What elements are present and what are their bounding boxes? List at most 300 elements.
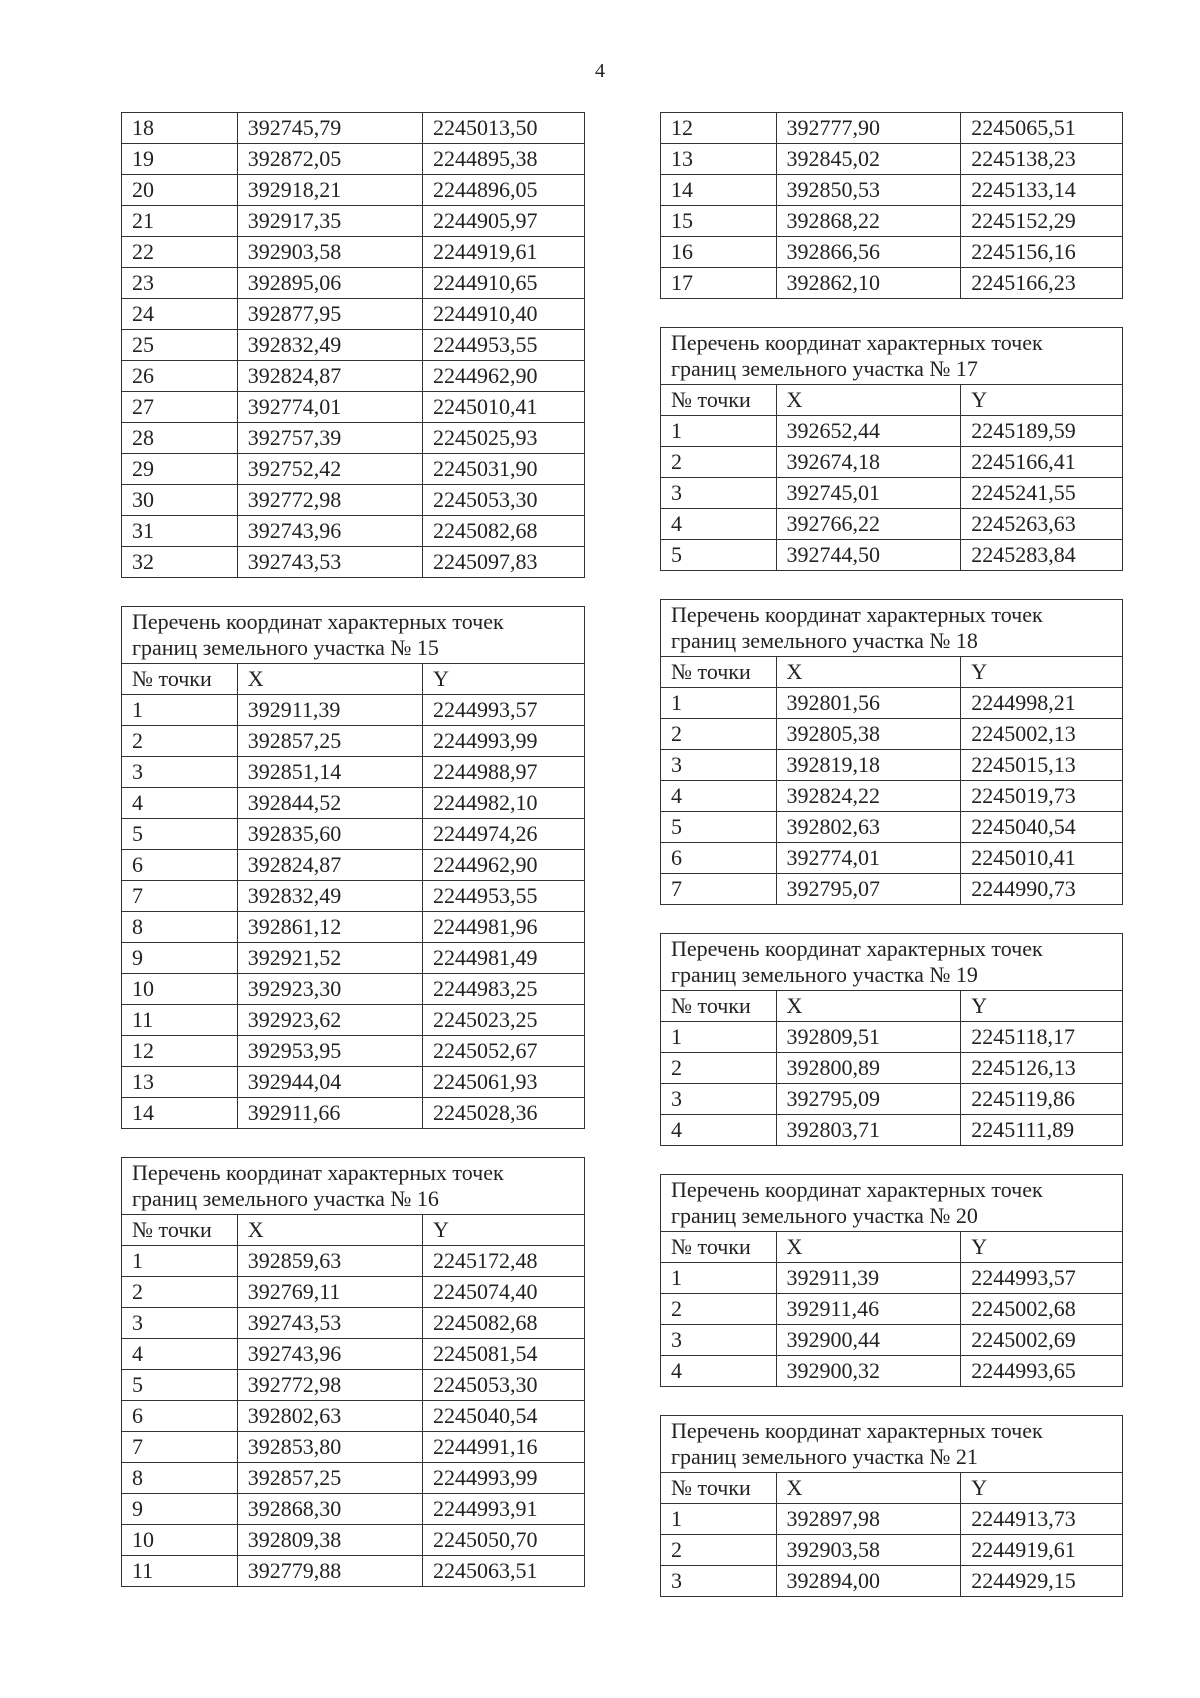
point-number-cell: 2 xyxy=(661,447,777,478)
y-coordinate-cell: 2245111,89 xyxy=(961,1115,1123,1146)
x-coordinate-cell: 392766,22 xyxy=(776,509,961,540)
point-number-cell: 4 xyxy=(661,509,777,540)
x-coordinate-cell: 392779,88 xyxy=(237,1556,422,1587)
y-coordinate-cell: 2244982,10 xyxy=(422,788,584,819)
table-row xyxy=(122,1463,585,1494)
table-row xyxy=(661,750,1123,781)
point-number-cell: 14 xyxy=(661,175,777,206)
x-coordinate-cell: 392824,22 xyxy=(776,781,961,812)
y-coordinate-cell: 2245152,29 xyxy=(961,206,1123,237)
x-header: X xyxy=(776,385,961,416)
point-number-cell: 7 xyxy=(122,881,238,912)
y-coordinate-cell: 2245063,51 xyxy=(422,1556,584,1587)
y-coordinate-cell: 2245097,83 xyxy=(422,547,584,578)
x-coordinate-cell: 392802,63 xyxy=(237,1401,422,1432)
point-number-cell: 2 xyxy=(661,1535,777,1566)
table-caption-row xyxy=(661,934,1123,991)
x-coordinate-cell: 392743,96 xyxy=(237,516,422,547)
table-row xyxy=(661,719,1123,750)
x-coordinate-cell: 392851,14 xyxy=(237,757,422,788)
x-coordinate-cell: 392743,53 xyxy=(237,547,422,578)
x-coordinate-cell: 392894,00 xyxy=(776,1566,961,1597)
y-coordinate-cell: 2244919,61 xyxy=(961,1535,1123,1566)
point-number-cell: 3 xyxy=(661,750,777,781)
point-number-cell: 2 xyxy=(122,1277,238,1308)
table-row xyxy=(122,454,585,485)
x-coordinate-cell: 392921,52 xyxy=(237,943,422,974)
coordinates-table-block xyxy=(121,1157,585,1587)
y-coordinate-cell: 2245081,54 xyxy=(422,1339,584,1370)
coordinates-table xyxy=(121,1157,585,1587)
y-coordinate-cell: 2245002,13 xyxy=(961,719,1123,750)
point-number-cell: 5 xyxy=(661,812,777,843)
y-header: Y xyxy=(961,385,1123,416)
x-coordinate-cell: 392944,04 xyxy=(237,1067,422,1098)
x-coordinate-cell: 392743,96 xyxy=(237,1339,422,1370)
y-coordinate-cell: 2244993,57 xyxy=(422,695,584,726)
table-caption: Перечень координат характерных точек границ земельного участка № 21 xyxy=(661,1416,1123,1473)
table-caption: Перечень координат характерных точек границ земельного участка № 20 xyxy=(661,1175,1123,1232)
point-number-cell: 5 xyxy=(122,1370,238,1401)
table-row xyxy=(122,1525,585,1556)
point-number-cell: 10 xyxy=(122,974,238,1005)
x-coordinate-cell: 392832,49 xyxy=(237,881,422,912)
y-coordinate-cell: 2244919,61 xyxy=(422,237,584,268)
y-coordinate-cell: 2244962,90 xyxy=(422,850,584,881)
table-row xyxy=(122,392,585,423)
table-row xyxy=(122,516,585,547)
table-row xyxy=(661,1115,1123,1146)
x-coordinate-cell: 392795,07 xyxy=(776,874,961,905)
coordinates-table-block xyxy=(660,933,1123,1146)
table-row xyxy=(122,1277,585,1308)
x-coordinate-cell: 392745,01 xyxy=(776,478,961,509)
table-row xyxy=(661,447,1123,478)
x-coordinate-cell: 392911,66 xyxy=(237,1098,422,1129)
coordinates-table xyxy=(660,327,1123,571)
y-coordinate-cell: 2244953,55 xyxy=(422,330,584,361)
point-number-cell: 31 xyxy=(122,516,238,547)
table-header-row xyxy=(661,1232,1123,1263)
table-caption-row xyxy=(661,328,1123,385)
point-number-cell: 1 xyxy=(122,1246,238,1277)
x-header: X xyxy=(237,664,422,695)
table-header-row xyxy=(661,991,1123,1022)
point-number-cell: 9 xyxy=(122,943,238,974)
point-number-cell: 9 xyxy=(122,1494,238,1525)
x-header: X xyxy=(237,1215,422,1246)
table-caption-row xyxy=(661,1416,1123,1473)
point-number-cell: 26 xyxy=(122,361,238,392)
table-row xyxy=(122,423,585,454)
table-header-row xyxy=(122,664,585,695)
point-number-cell: 4 xyxy=(122,788,238,819)
table-row xyxy=(661,1294,1123,1325)
y-coordinate-cell: 2244983,25 xyxy=(422,974,584,1005)
point-number-cell: 32 xyxy=(122,547,238,578)
table-row xyxy=(122,268,585,299)
table-caption: Перечень координат характерных точек границ земельного участка № 15 xyxy=(122,607,585,664)
table-row xyxy=(661,1325,1123,1356)
y-coordinate-cell: 2244905,97 xyxy=(422,206,584,237)
table-row xyxy=(122,1556,585,1587)
x-coordinate-cell: 392877,95 xyxy=(237,299,422,330)
point-number-cell: 7 xyxy=(122,1432,238,1463)
point-number-cell: 12 xyxy=(661,113,777,144)
point-number-cell: 25 xyxy=(122,330,238,361)
x-coordinate-cell: 392917,35 xyxy=(237,206,422,237)
point-number-header: № точки xyxy=(661,385,777,416)
x-coordinate-cell: 392900,44 xyxy=(776,1325,961,1356)
y-coordinate-cell: 2245241,55 xyxy=(961,478,1123,509)
table-row xyxy=(122,788,585,819)
point-number-cell: 1 xyxy=(661,416,777,447)
table-row xyxy=(122,757,585,788)
table-row xyxy=(661,478,1123,509)
table-row xyxy=(122,175,585,206)
y-coordinate-cell: 2244998,21 xyxy=(961,688,1123,719)
point-number-cell: 6 xyxy=(661,843,777,874)
coordinates-table xyxy=(121,606,585,1129)
table-row xyxy=(122,912,585,943)
y-header: Y xyxy=(422,664,584,695)
y-coordinate-cell: 2244895,38 xyxy=(422,144,584,175)
coordinates-table-continuation xyxy=(121,112,585,578)
point-number-cell: 3 xyxy=(661,478,777,509)
x-coordinate-cell: 392918,21 xyxy=(237,175,422,206)
x-header: X xyxy=(776,1232,961,1263)
x-coordinate-cell: 392774,01 xyxy=(237,392,422,423)
y-coordinate-cell: 2244981,49 xyxy=(422,943,584,974)
y-coordinate-cell: 2245010,41 xyxy=(961,843,1123,874)
point-number-cell: 3 xyxy=(122,1308,238,1339)
x-coordinate-cell: 392911,39 xyxy=(776,1263,961,1294)
table-row xyxy=(661,1084,1123,1115)
y-coordinate-cell: 2244910,65 xyxy=(422,268,584,299)
y-coordinate-cell: 2244993,91 xyxy=(422,1494,584,1525)
point-number-cell: 28 xyxy=(122,423,238,454)
y-coordinate-cell: 2245023,25 xyxy=(422,1005,584,1036)
point-number-cell: 21 xyxy=(122,206,238,237)
point-number-cell: 11 xyxy=(122,1556,238,1587)
table-row xyxy=(661,781,1123,812)
x-coordinate-cell: 392772,98 xyxy=(237,485,422,516)
table-row xyxy=(122,1308,585,1339)
y-coordinate-cell: 2244953,55 xyxy=(422,881,584,912)
y-coordinate-cell: 2244962,90 xyxy=(422,361,584,392)
x-coordinate-cell: 392757,39 xyxy=(237,423,422,454)
table-caption-row xyxy=(122,1158,585,1215)
x-coordinate-cell: 392744,50 xyxy=(776,540,961,571)
point-number-cell: 27 xyxy=(122,392,238,423)
y-coordinate-cell: 2245263,63 xyxy=(961,509,1123,540)
x-coordinate-cell: 392772,98 xyxy=(237,1370,422,1401)
table-row xyxy=(122,1494,585,1525)
y-coordinate-cell: 2245002,69 xyxy=(961,1325,1123,1356)
table-caption-row xyxy=(122,607,585,664)
y-coordinate-cell: 2244974,26 xyxy=(422,819,584,850)
y-coordinate-cell: 2245052,67 xyxy=(422,1036,584,1067)
continuation-table-block xyxy=(660,112,1123,299)
table-row xyxy=(661,1535,1123,1566)
table-row xyxy=(122,943,585,974)
table-row xyxy=(122,144,585,175)
coordinates-table-block xyxy=(660,327,1123,571)
table-row xyxy=(661,1263,1123,1294)
y-coordinate-cell: 2245040,54 xyxy=(422,1401,584,1432)
x-coordinate-cell: 392819,18 xyxy=(776,750,961,781)
x-coordinate-cell: 392745,79 xyxy=(237,113,422,144)
table-header-row xyxy=(661,385,1123,416)
table-header-row xyxy=(661,1473,1123,1504)
x-coordinate-cell: 392859,63 xyxy=(237,1246,422,1277)
x-coordinate-cell: 392897,98 xyxy=(776,1504,961,1535)
table-row xyxy=(122,881,585,912)
x-coordinate-cell: 392862,10 xyxy=(776,268,961,299)
y-coordinate-cell: 2245172,48 xyxy=(422,1246,584,1277)
x-coordinate-cell: 392844,52 xyxy=(237,788,422,819)
table-caption-row xyxy=(661,1175,1123,1232)
table-row xyxy=(122,1067,585,1098)
coordinates-table xyxy=(660,599,1123,905)
x-coordinate-cell: 392809,38 xyxy=(237,1525,422,1556)
point-number-header: № точки xyxy=(122,664,238,695)
y-coordinate-cell: 2245025,93 xyxy=(422,423,584,454)
y-header: Y xyxy=(422,1215,584,1246)
table-row xyxy=(661,540,1123,571)
table-row xyxy=(661,206,1123,237)
coordinates-table-block xyxy=(660,1415,1123,1597)
table-row xyxy=(122,974,585,1005)
table-row xyxy=(122,206,585,237)
x-coordinate-cell: 392800,89 xyxy=(776,1053,961,1084)
y-coordinate-cell: 2244929,15 xyxy=(961,1566,1123,1597)
y-coordinate-cell: 2245028,36 xyxy=(422,1098,584,1129)
point-number-cell: 1 xyxy=(122,695,238,726)
x-coordinate-cell: 392801,56 xyxy=(776,688,961,719)
point-number-cell: 13 xyxy=(122,1067,238,1098)
point-number-cell: 23 xyxy=(122,268,238,299)
coordinates-table-block xyxy=(121,606,585,1129)
y-coordinate-cell: 2245283,84 xyxy=(961,540,1123,571)
y-coordinate-cell: 2244993,57 xyxy=(961,1263,1123,1294)
x-coordinate-cell: 392674,18 xyxy=(776,447,961,478)
table-row xyxy=(661,812,1123,843)
table-row xyxy=(661,237,1123,268)
point-number-cell: 18 xyxy=(122,113,238,144)
table-caption: Перечень координат характерных точек границ земельного участка № 19 xyxy=(661,934,1123,991)
point-number-cell: 6 xyxy=(122,1401,238,1432)
x-coordinate-cell: 392803,71 xyxy=(776,1115,961,1146)
point-number-cell: 4 xyxy=(661,781,777,812)
y-coordinate-cell: 2244988,97 xyxy=(422,757,584,788)
y-coordinate-cell: 2245074,40 xyxy=(422,1277,584,1308)
point-number-cell: 4 xyxy=(661,1115,777,1146)
y-coordinate-cell: 2245015,13 xyxy=(961,750,1123,781)
table-row xyxy=(661,509,1123,540)
point-number-header: № точки xyxy=(122,1215,238,1246)
table-row xyxy=(122,1339,585,1370)
y-coordinate-cell: 2244910,40 xyxy=(422,299,584,330)
point-number-header: № точки xyxy=(661,991,777,1022)
table-row xyxy=(122,1370,585,1401)
x-coordinate-cell: 392903,58 xyxy=(776,1535,961,1566)
table-row xyxy=(661,416,1123,447)
table-row xyxy=(122,237,585,268)
y-coordinate-cell: 2244993,99 xyxy=(422,726,584,757)
x-coordinate-cell: 392923,62 xyxy=(237,1005,422,1036)
table-row xyxy=(122,330,585,361)
x-coordinate-cell: 392911,46 xyxy=(776,1294,961,1325)
y-coordinate-cell: 2245065,51 xyxy=(961,113,1123,144)
point-number-cell: 29 xyxy=(122,454,238,485)
y-coordinate-cell: 2244993,65 xyxy=(961,1356,1123,1387)
point-number-cell: 4 xyxy=(122,1339,238,1370)
point-number-cell: 8 xyxy=(122,1463,238,1494)
x-header: X xyxy=(776,1473,961,1504)
x-coordinate-cell: 392868,30 xyxy=(237,1494,422,1525)
point-number-cell: 13 xyxy=(661,144,777,175)
x-coordinate-cell: 392777,90 xyxy=(776,113,961,144)
y-header: Y xyxy=(961,1232,1123,1263)
table-row xyxy=(122,1098,585,1129)
table-caption: Перечень координат характерных точек границ земельного участка № 16 xyxy=(122,1158,585,1215)
x-coordinate-cell: 392903,58 xyxy=(237,237,422,268)
x-coordinate-cell: 392795,09 xyxy=(776,1084,961,1115)
right-column xyxy=(660,112,1123,1625)
table-row xyxy=(122,1005,585,1036)
table-header-row xyxy=(122,1215,585,1246)
table-row xyxy=(122,361,585,392)
x-coordinate-cell: 392923,30 xyxy=(237,974,422,1005)
x-coordinate-cell: 392652,44 xyxy=(776,416,961,447)
table-row xyxy=(661,1566,1123,1597)
point-number-cell: 2 xyxy=(661,1053,777,1084)
table-row xyxy=(661,268,1123,299)
table-row xyxy=(661,1022,1123,1053)
x-coordinate-cell: 392809,51 xyxy=(776,1022,961,1053)
point-number-cell: 11 xyxy=(122,1005,238,1036)
point-number-cell: 5 xyxy=(122,819,238,850)
table-caption: Перечень координат характерных точек границ земельного участка № 17 xyxy=(661,328,1123,385)
point-number-cell: 14 xyxy=(122,1098,238,1129)
table-row xyxy=(122,1401,585,1432)
table-row xyxy=(661,874,1123,905)
point-number-cell: 3 xyxy=(661,1325,777,1356)
x-header: X xyxy=(776,657,961,688)
x-coordinate-cell: 392857,25 xyxy=(237,726,422,757)
table-row xyxy=(661,144,1123,175)
y-coordinate-cell: 2245040,54 xyxy=(961,812,1123,843)
point-number-cell: 1 xyxy=(661,688,777,719)
point-number-cell: 1 xyxy=(661,1504,777,1535)
y-coordinate-cell: 2245166,23 xyxy=(961,268,1123,299)
table-row xyxy=(661,175,1123,206)
y-coordinate-cell: 2244896,05 xyxy=(422,175,584,206)
table-row xyxy=(122,547,585,578)
x-coordinate-cell: 392832,49 xyxy=(237,330,422,361)
x-coordinate-cell: 392774,01 xyxy=(776,843,961,874)
x-coordinate-cell: 392861,12 xyxy=(237,912,422,943)
page-number: 4 xyxy=(595,60,605,82)
y-header: Y xyxy=(961,657,1123,688)
table-row xyxy=(122,695,585,726)
x-coordinate-cell: 392835,60 xyxy=(237,819,422,850)
point-number-cell: 17 xyxy=(661,268,777,299)
coordinates-table-continuation xyxy=(660,112,1123,299)
y-coordinate-cell: 2245053,30 xyxy=(422,485,584,516)
table-row xyxy=(122,485,585,516)
point-number-cell: 4 xyxy=(661,1356,777,1387)
table-caption: Перечень координат характерных точек границ земельного участка № 18 xyxy=(661,600,1123,657)
y-coordinate-cell: 2245118,17 xyxy=(961,1022,1123,1053)
coordinates-table xyxy=(660,1174,1123,1387)
y-coordinate-cell: 2244991,16 xyxy=(422,1432,584,1463)
table-caption-row xyxy=(661,600,1123,657)
y-coordinate-cell: 2245002,68 xyxy=(961,1294,1123,1325)
coordinates-table xyxy=(660,1415,1123,1597)
point-number-cell: 16 xyxy=(661,237,777,268)
point-number-cell: 15 xyxy=(661,206,777,237)
point-number-cell: 5 xyxy=(661,540,777,571)
x-coordinate-cell: 392743,53 xyxy=(237,1308,422,1339)
x-coordinate-cell: 392752,42 xyxy=(237,454,422,485)
x-coordinate-cell: 392824,87 xyxy=(237,850,422,881)
point-number-cell: 6 xyxy=(122,850,238,881)
table-row xyxy=(122,299,585,330)
continuation-table-block xyxy=(121,112,585,578)
point-number-cell: 1 xyxy=(661,1022,777,1053)
table-row xyxy=(122,113,585,144)
y-coordinate-cell: 2244913,73 xyxy=(961,1504,1123,1535)
y-coordinate-cell: 2245019,73 xyxy=(961,781,1123,812)
table-row xyxy=(122,1036,585,1067)
x-coordinate-cell: 392850,53 xyxy=(776,175,961,206)
coordinates-table xyxy=(660,933,1123,1146)
point-number-cell: 2 xyxy=(661,719,777,750)
coordinates-table-block xyxy=(660,599,1123,905)
y-coordinate-cell: 2245013,50 xyxy=(422,113,584,144)
y-header: Y xyxy=(961,1473,1123,1504)
point-number-header: № точки xyxy=(661,1232,777,1263)
y-coordinate-cell: 2244990,73 xyxy=(961,874,1123,905)
table-row xyxy=(661,113,1123,144)
y-coordinate-cell: 2245082,68 xyxy=(422,1308,584,1339)
table-row xyxy=(122,726,585,757)
point-number-cell: 2 xyxy=(661,1294,777,1325)
x-coordinate-cell: 392769,11 xyxy=(237,1277,422,1308)
y-header: Y xyxy=(961,991,1123,1022)
x-coordinate-cell: 392802,63 xyxy=(776,812,961,843)
point-number-cell: 1 xyxy=(661,1263,777,1294)
point-number-cell: 8 xyxy=(122,912,238,943)
point-number-cell: 12 xyxy=(122,1036,238,1067)
x-coordinate-cell: 392866,56 xyxy=(776,237,961,268)
x-coordinate-cell: 392805,38 xyxy=(776,719,961,750)
y-coordinate-cell: 2245189,59 xyxy=(961,416,1123,447)
table-header-row xyxy=(661,657,1123,688)
x-header: X xyxy=(776,991,961,1022)
y-coordinate-cell: 2245119,86 xyxy=(961,1084,1123,1115)
point-number-cell: 19 xyxy=(122,144,238,175)
y-coordinate-cell: 2244993,99 xyxy=(422,1463,584,1494)
x-coordinate-cell: 392872,05 xyxy=(237,144,422,175)
point-number-cell: 2 xyxy=(122,726,238,757)
point-number-cell: 30 xyxy=(122,485,238,516)
y-coordinate-cell: 2245082,68 xyxy=(422,516,584,547)
x-coordinate-cell: 392900,32 xyxy=(776,1356,961,1387)
point-number-cell: 20 xyxy=(122,175,238,206)
